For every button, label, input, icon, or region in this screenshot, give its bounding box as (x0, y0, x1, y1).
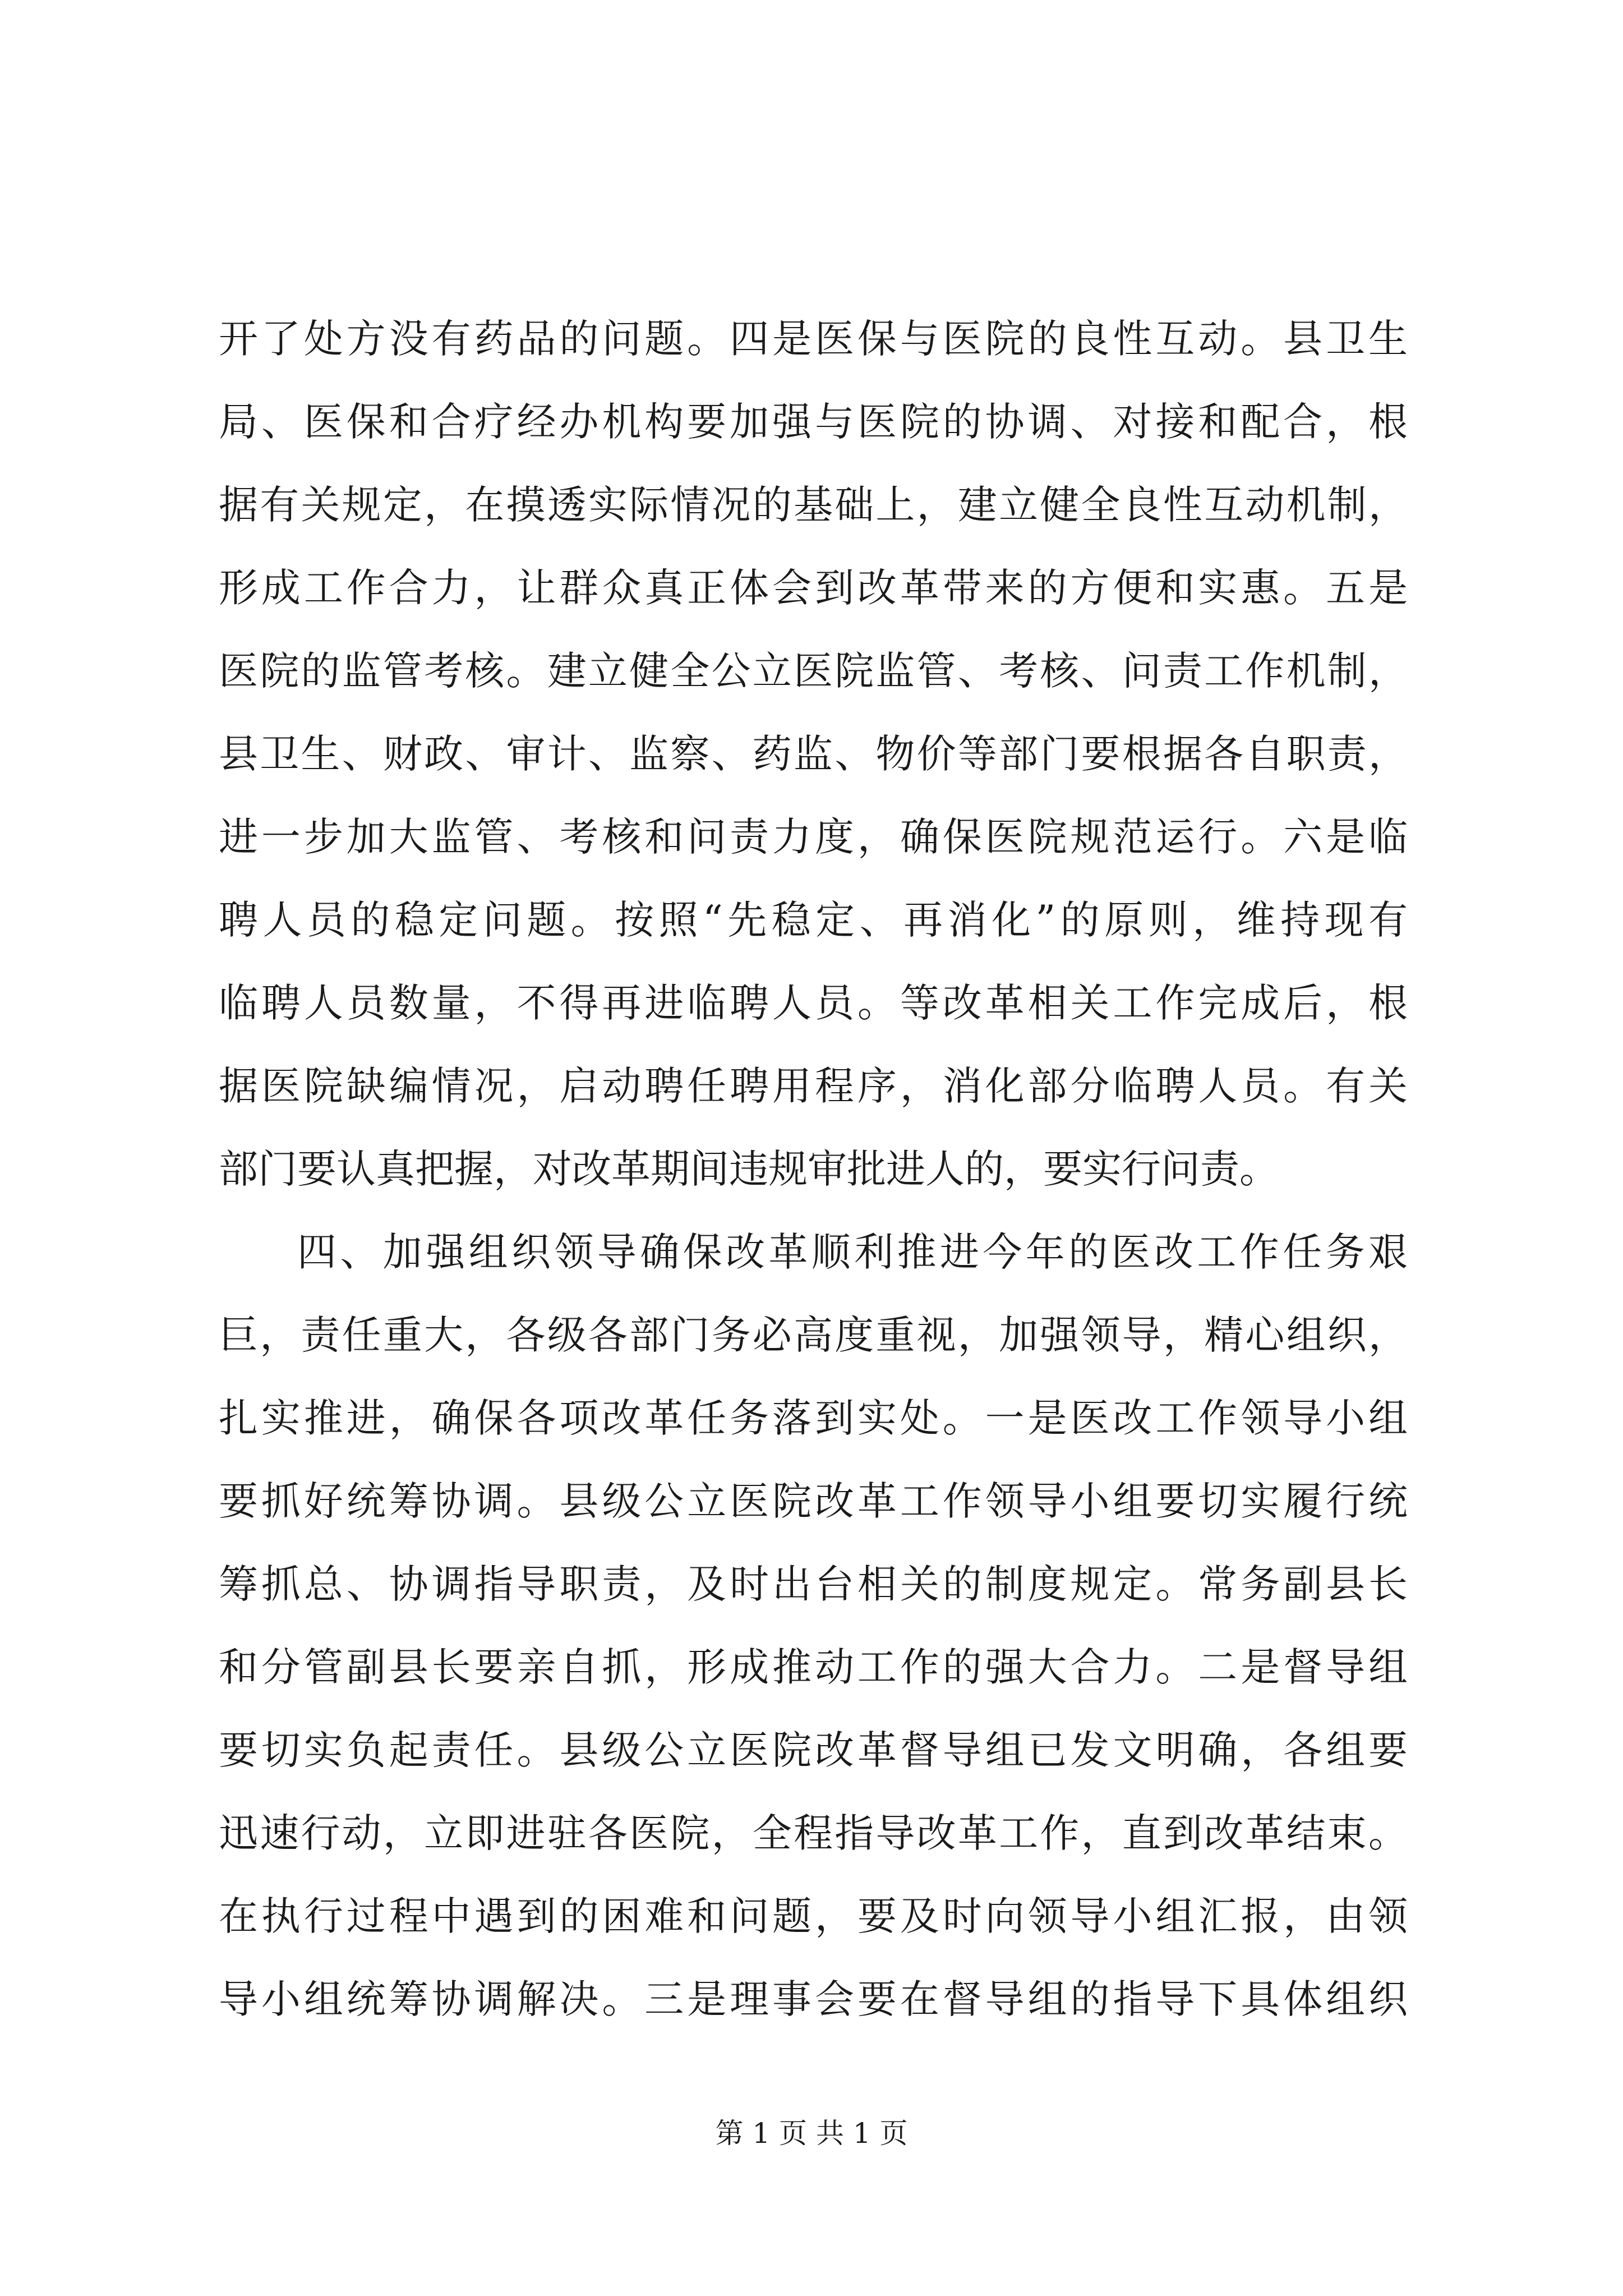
text-line: 筹抓总、协调指导职责，及时出台相关的制度规定。常务副县长 (219, 1561, 1408, 1607)
text-line: 开了处方没有药品的问题。四是医保与医院的良性互动。县卫生 (219, 316, 1408, 362)
text-line: 巨，责任重大，各级各部门务必高度重视，加强领导，精心组织， (219, 1312, 1408, 1358)
page-number-label: 第 1 页 共 1 页 (715, 2117, 908, 2150)
paragraph-1 (219, 297, 1408, 1211)
text-line: 临聘人员数量，不得再进临聘人员。等改革相关工作完成后，根 (219, 980, 1408, 1026)
text-line: 迅速行动，立即进驻各医院，全程指导改革工作，直到改革结束。 (219, 1810, 1408, 1856)
text-line: 要切实负起责任。县级公立医院改革督导组已发文明确，各组要 (219, 1727, 1408, 1773)
text-line: 导小组统筹协调解决。三是理事会要在督导组的指导下具体组织 (219, 1976, 1408, 2022)
text-line: 聘人员的稳定问题。按照“先稳定、再消化”的原则，维持现有 (219, 897, 1408, 943)
text-line: 医院的监管考核。建立健全公立医院监管、考核、问责工作机制， (219, 648, 1408, 694)
document-body (219, 297, 1408, 2041)
text-line: 据医院缺编情况，启动聘任聘用程序，消化部分临聘人员。有关 (219, 1063, 1408, 1109)
text-line: 扎实推进，确保各项改革任务落到实处。一是医改工作领导小组 (219, 1395, 1408, 1441)
page-footer (0, 2114, 1623, 2153)
text-line: 和分管副县长要亲自抓，形成推动工作的强大合力。二是督导组 (219, 1644, 1408, 1690)
text-line: 进一步加大监管、考核和问责力度，确保医院规范运行。六是临 (219, 814, 1408, 860)
text-line: 要抓好统筹协调。县级公立医院改革工作领导小组要切实履行统 (219, 1478, 1408, 1524)
text-line: 四、加强组织领导确保改革顺利推进今年的医改工作任务艰 (297, 1229, 1408, 1275)
paragraph-2 (219, 1211, 1408, 2041)
text-line: 部门要认真把握，对改革期间违规审批进人的，要实行问责。 (219, 1146, 1279, 1192)
text-line: 县卫生、财政、审计、监察、药监、物价等部门要根据各自职责， (219, 731, 1408, 777)
text-line: 在执行过程中遇到的困难和问题，要及时向领导小组汇报，由领 (219, 1893, 1408, 1939)
text-line: 形成工作合力，让群众真正体会到改革带来的方便和实惠。五是 (219, 565, 1408, 611)
text-line: 局、医保和合疗经办机构要加强与医院的协调、对接和配合，根 (219, 399, 1408, 445)
text-line: 据有关规定，在摸透实际情况的基础上，建立健全良性互动机制， (219, 482, 1408, 528)
